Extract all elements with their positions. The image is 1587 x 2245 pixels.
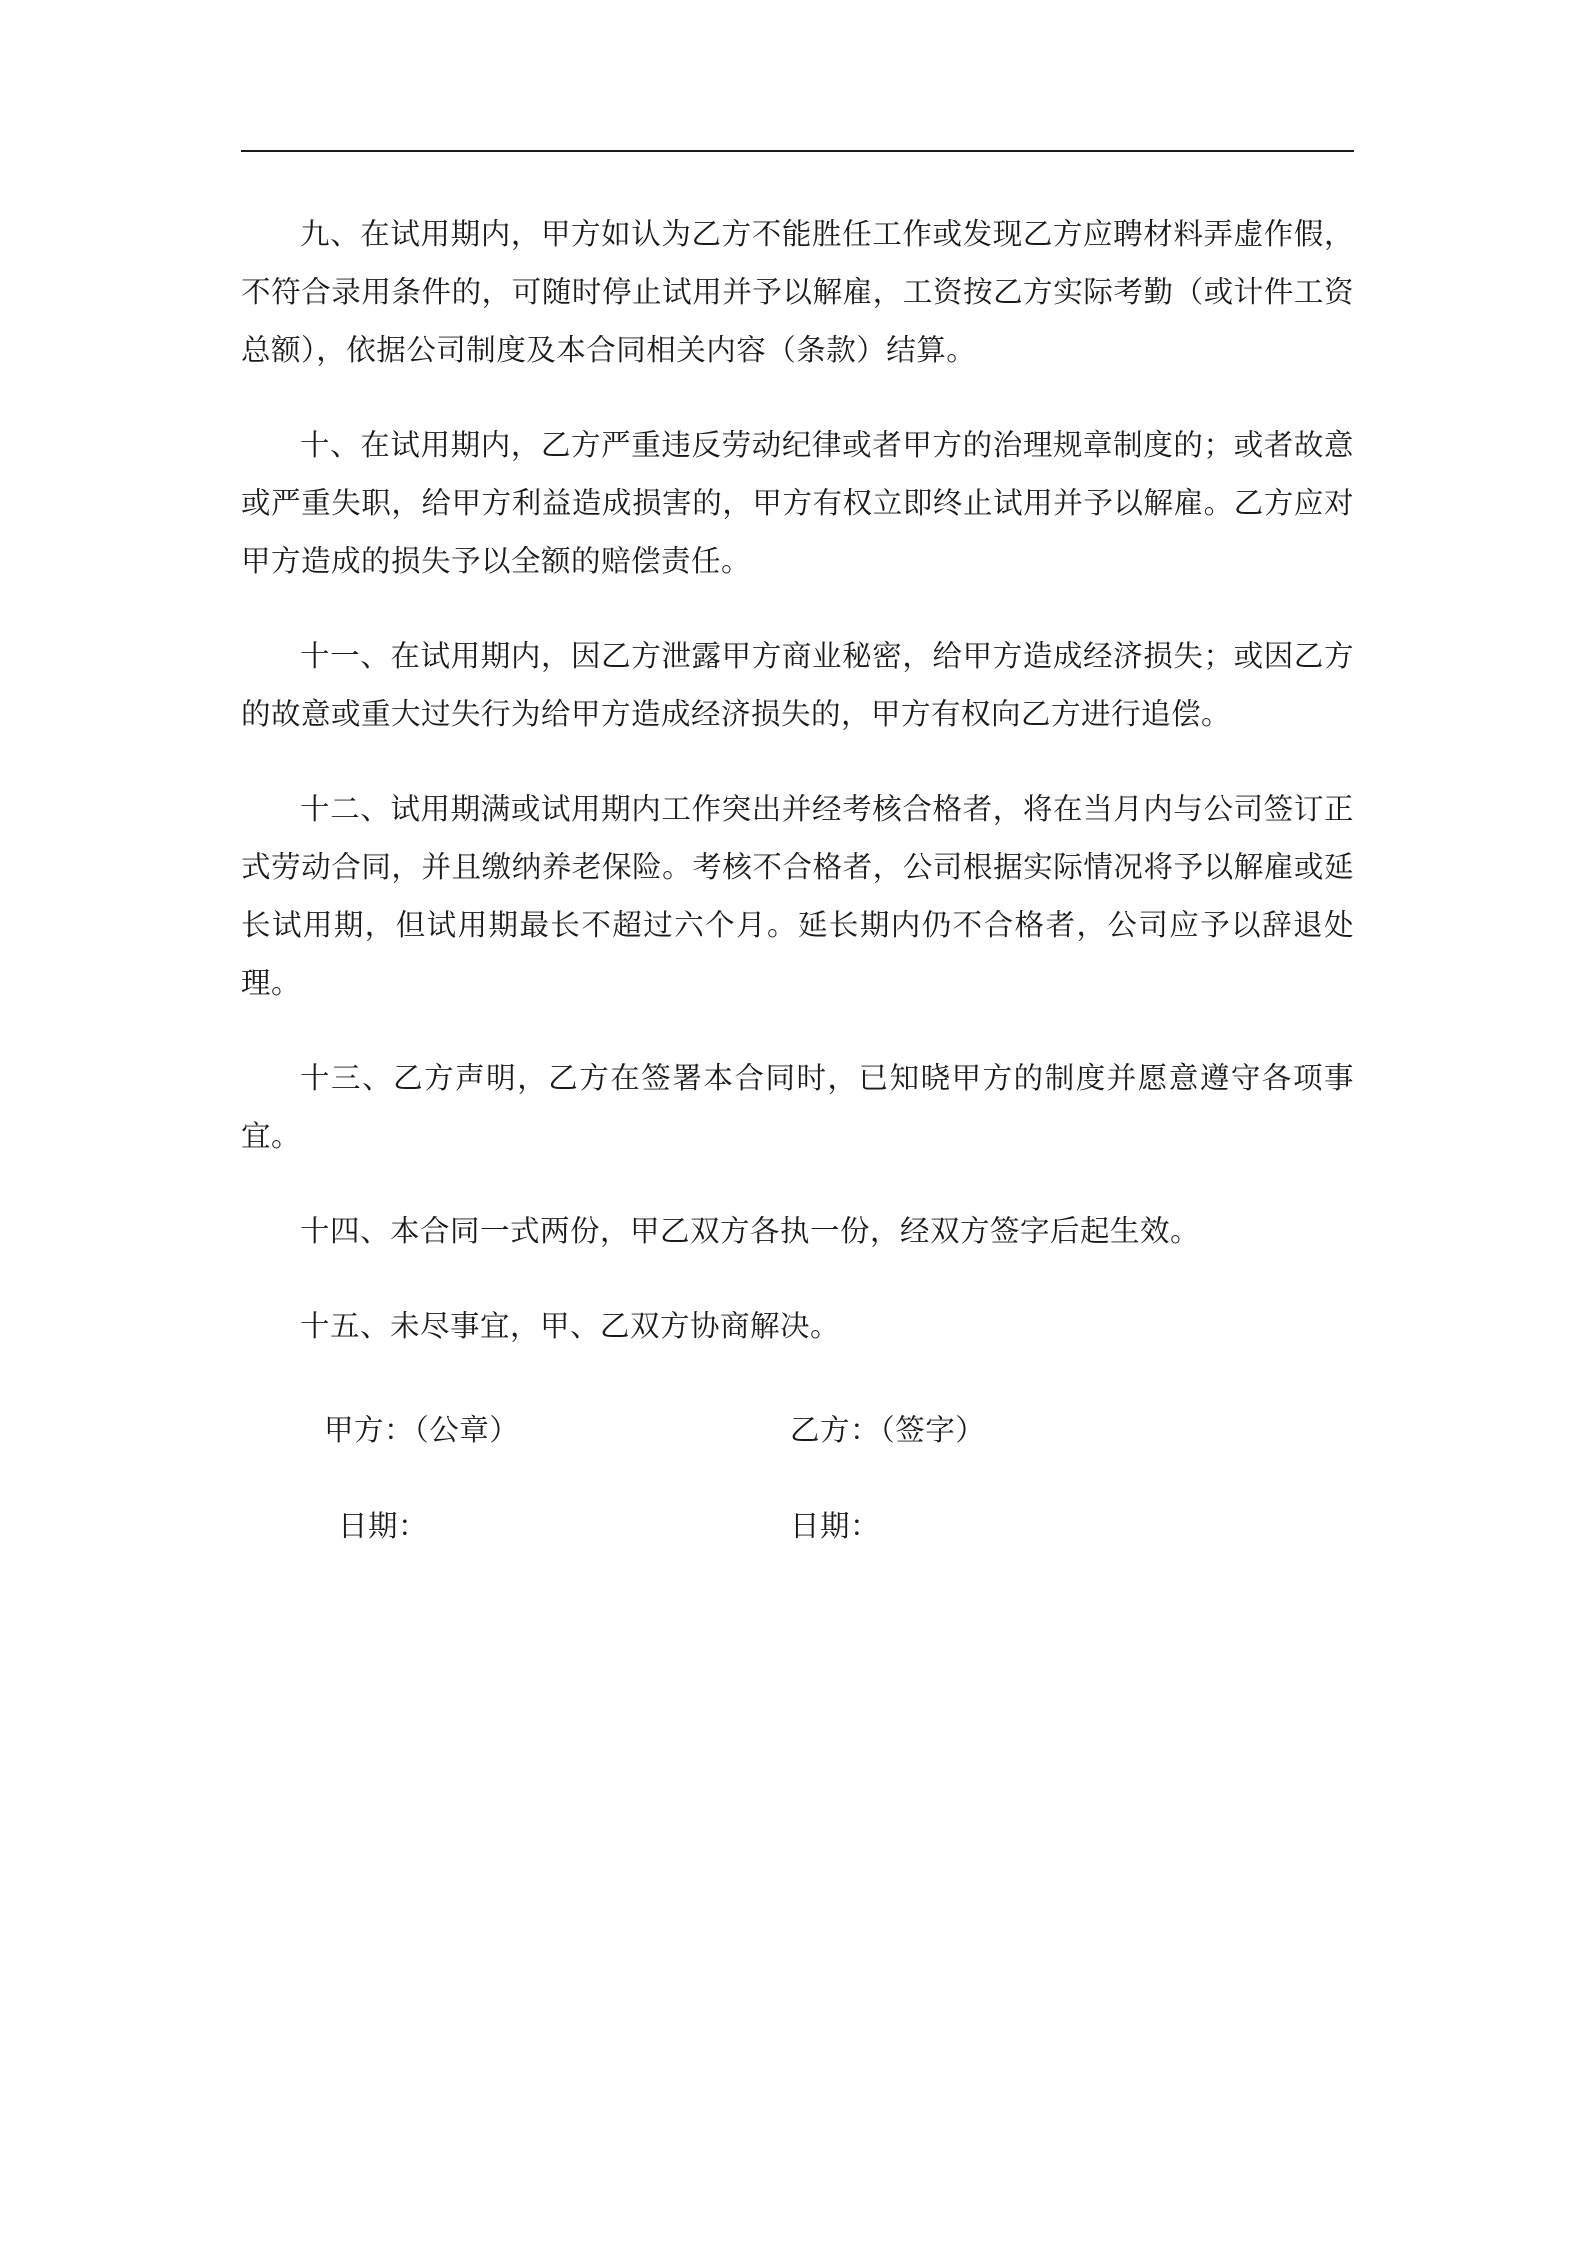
signature-block: [0, 1400, 1587, 1580]
party-a-signature-label: 甲方：（公章）: [324, 1413, 520, 1447]
clause-12: 十二、试用期满或试用期内工作突出并经考核合格者，将在当月内与公司签订正式劳动合同，并且缴纳养老保险。考核不合格者，公司根据实际情况将予以解雇或延长试用期，但试用期最长不超过六个月。延长期内仍不合格者，公司应予以辞退处理。: [241, 792, 1354, 1000]
party-a-date-label: 日期：: [338, 1509, 429, 1543]
clause-14: 十四、本合同一式两份，甲乙双方各执一份，经双方签字后起生效。: [300, 1214, 1201, 1248]
clause-11: 十一、在试用期内，因乙方泄露甲方商业秘密，给甲方造成经济损失；或因乙方的故意或重大过失行为给甲方造成经济损失的，甲方有权向乙方进行追偿。: [241, 639, 1354, 731]
clause-9: 九、在试用期内，甲方如认为乙方不能胜任工作或发现乙方应聘材料弄虚作假，不符合录用条件的，可随时停止试用并予以解雇，工资按乙方实际考勤（或计件工资总额），依据公司制度及本合同相关内容（条款）结算。: [241, 217, 1354, 367]
party-b-date-label: 日期：: [790, 1509, 881, 1543]
header-rule: [241, 150, 1354, 152]
clause-10: 十、在试用期内，乙方严重违反劳动纪律或者甲方的治理规章制度的；或者故意或严重失职，给甲方利益造成损害的，甲方有权立即终止试用并予以解雇。乙方应对甲方造成的损失予以全额的赔偿责任。: [241, 428, 1354, 578]
clause-15: 十五、未尽事宜，甲、乙双方协商解决。: [300, 1309, 841, 1343]
party-b-signature-label: 乙方：（签字）: [790, 1413, 986, 1447]
clause-13: 十三、乙方声明，乙方在签署本合同时，已知晓甲方的制度并愿意遵守各项事宜。: [241, 1061, 1354, 1153]
contract-clauses: [241, 205, 1354, 1392]
